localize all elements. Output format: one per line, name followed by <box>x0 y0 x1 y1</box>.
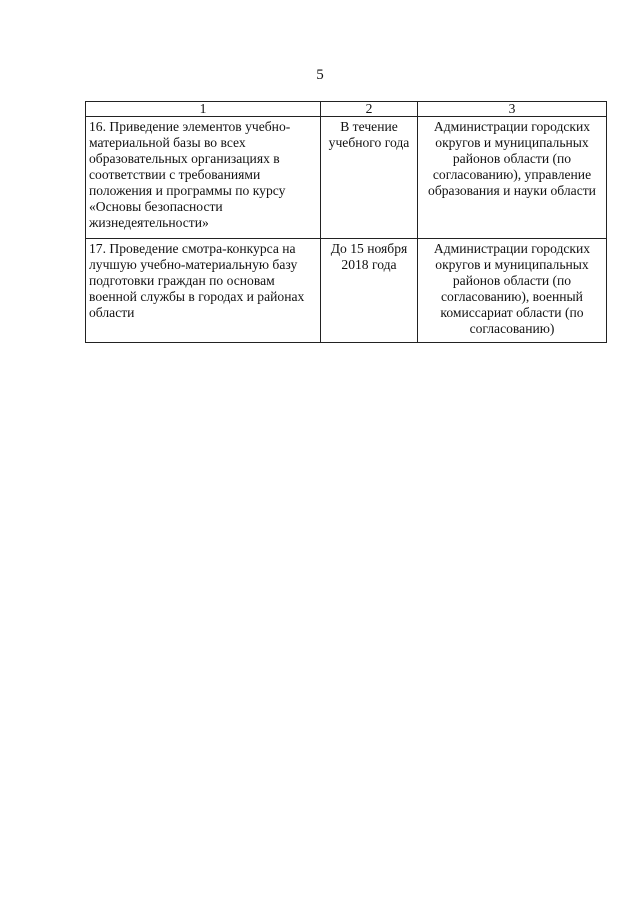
term-text: В течение учебного года <box>328 119 410 150</box>
column-header-1: 1 <box>86 102 321 117</box>
executor-cell <box>418 117 607 239</box>
event-text: 17. Проведение смотра-конкурса на лучшую учебно-материальную базу подготовки граждан по основам военной службы в городах и районах области <box>89 241 305 320</box>
event-cell <box>86 239 321 343</box>
event-text: 16. Приведение элементов учебно-материальной базы во всех образовательных организациях в соответствии с требованиями положения и программы по курсу «Основы безопасности жизнедеятельности» <box>89 119 291 230</box>
term-cell <box>321 117 418 239</box>
column-header-2: 2 <box>321 102 418 117</box>
executor-text: Администрации городских округов и муниципальных районов области (по согласованию), военный комиссариат области (по согласованию) <box>433 241 591 336</box>
measures-table <box>85 101 607 343</box>
column-header-3: 3 <box>418 102 607 117</box>
term-text: До 15 ноября 2018 года <box>330 241 408 272</box>
table-header-row <box>86 102 607 117</box>
term-cell <box>321 239 418 343</box>
table-row <box>86 239 607 343</box>
executor-text: Администрации городских округов и муниципальных районов области (по согласованию), управление образования и науки области <box>428 119 596 198</box>
table-row <box>86 117 607 239</box>
executor-cell <box>418 239 607 343</box>
page-number: 5 <box>316 67 324 83</box>
event-cell <box>86 117 321 239</box>
